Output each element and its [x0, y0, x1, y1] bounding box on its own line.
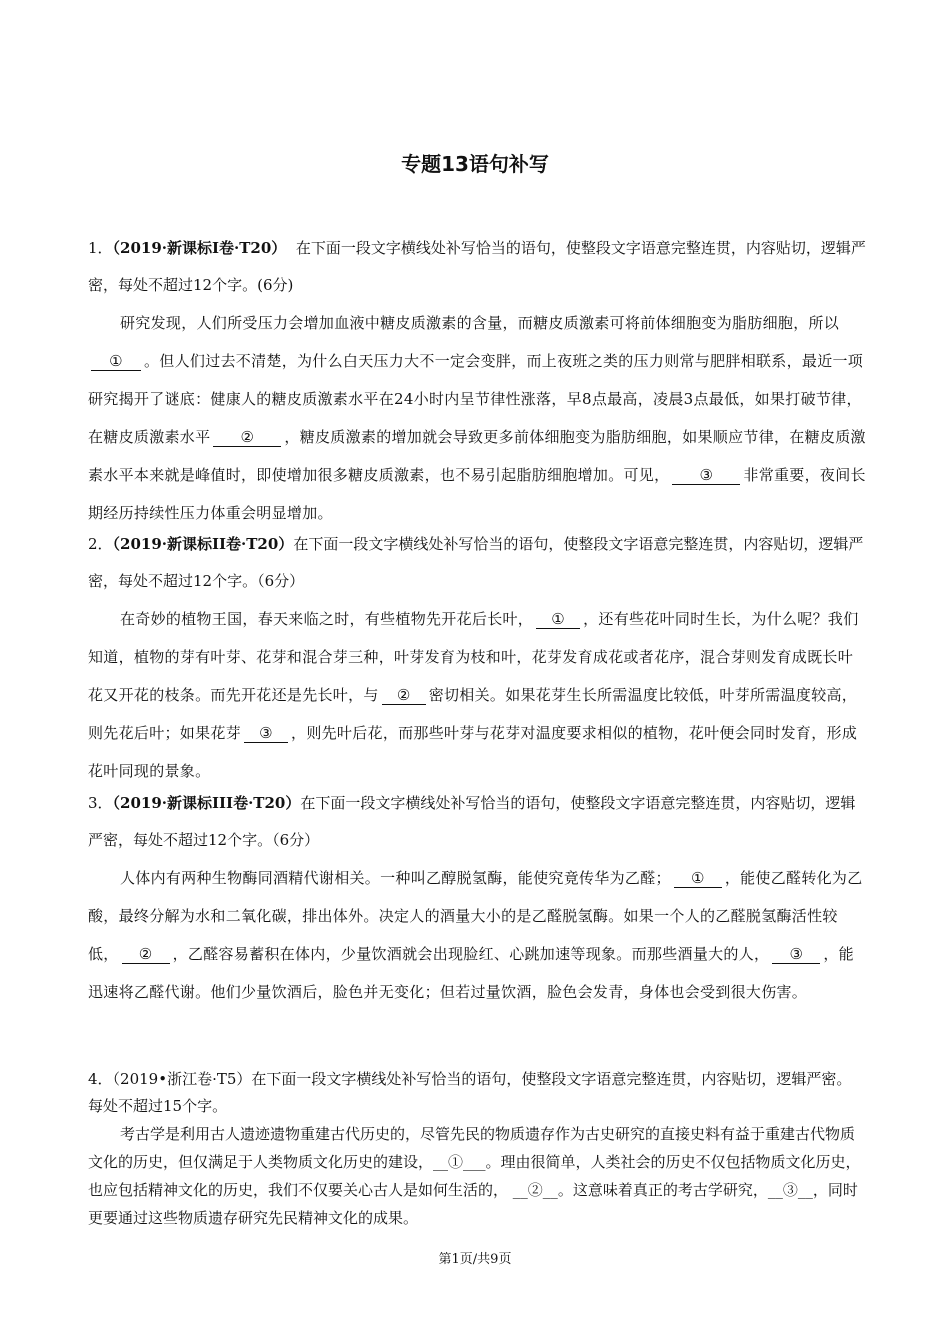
blank-3: ③: [672, 466, 740, 485]
blank-2: ②: [382, 686, 426, 705]
question-4-passage: 考古学是利用古人遗迹遗物重建古代历史的，尽管先民的物质遗存作为古史研究的直接史料有益于重建古代物质文化的历史，但仅满足于人类物质文化历史的建设，__①___。理由很简单，人类社会的历史不仅包括物质文化历史，也应包括精神文化的历史，我们不仅要关心古人是如何生活的， __②__。这意味着真正的考古学研究，__③__，同时更要通过这些物质遗存研究先民精神文化的成果。: [88, 1125, 861, 1227]
page-footer: 第1页/共9页: [438, 1252, 512, 1267]
question-4: [88, 1066, 866, 1232]
question-instruction: 在下面一段文字横线处补写恰当的语句，使整段文字语意完整连贯，内容贴切，逻辑严密，每处不超过12个字。（6分）: [88, 535, 864, 590]
page-title: 专题13语句补写: [401, 152, 549, 176]
question-number: 2．: [88, 535, 113, 553]
question-instruction: 在下面一段文字横线处补写恰当的语句，使整段文字语意完整连贯，内容贴切，逻辑严密。每处不超过15个字。: [88, 1070, 852, 1115]
question-3-prompt: [88, 785, 866, 859]
question-instruction: 在下面一段文字横线处补写恰当的语句，使整段文字语意完整连贯，内容贴切，逻辑严密，每处不超过12个字。(6分): [88, 239, 866, 294]
blank-3: __③__: [767, 1181, 813, 1199]
question-source: （2019·新课标I卷·T20）: [112, 239, 287, 257]
question-2-prompt: [88, 526, 866, 600]
question-3-passage: 人体内有两种生物酶同酒精代谢相关。一种叫乙醇脱氢酶，能使究竟传华为乙醛； ① ，能使乙醛转化为乙酸，最终分解为水和二氧化碳，排出体外。决定人的酒量大小的是乙醛脱氢酶。如果一个人的乙醛脱氢酶活性较低， ② ，乙醛容易蓄积在体内，少量饮酒就会出现脸红、心跳加速等现象。而那些酒量大的人， ③ ，能迅速将乙醛代谢。他们少量饮酒后，脸色并无变化；但若过量饮酒，脸色会发青，身体也会受到很大伤害。: [88, 869, 863, 1001]
blank-1: __①___: [433, 1153, 486, 1171]
blank-2: ②: [122, 945, 170, 964]
question-instruction: 在下面一段文字横线处补写恰当的语句，使整段文字语意完整连贯，内容贴切，逻辑严密，每处不超过12个字。（6分）: [88, 794, 856, 849]
blank-3: ③: [244, 724, 288, 743]
question-number: 3．: [88, 794, 113, 812]
question-3: [88, 785, 866, 1011]
question-source: （2019·新课标III卷·T20）: [112, 794, 301, 812]
question-1-passage: 研究发现，人们所受压力会增加血液中糖皮质激素的含量，而糖皮质激素可将前体细胞变为脂肪细胞，所以① 。但人们过去不清楚，为什么白天压力大不一定会变胖，而上夜班之类的压力则常与肥胖相联系，最近一项研究揭开了谜底：健康人的糖皮质激素水平在24小时内呈节律性涨落，早8点最高，凌晨3点最低，如果打破节律，在糖皮质激素水平 ② ，糖皮质激素的增加就会导致更多前体细胞变为脂肪细胞，如果顺应节律，在糖皮质激素水平本来就是峰值时，即使增加很多糖皮质激素，也不易引起脂肪细胞增加。可见， ③ 非常重要，夜间长期经历持续性压力体重会明显增加。: [88, 314, 866, 522]
blank-2: __②__: [512, 1181, 558, 1199]
blank-1: ①: [536, 610, 580, 629]
question-number: 4．: [88, 1070, 113, 1088]
question-4-prompt: [88, 1066, 866, 1120]
blank-3: ③: [772, 945, 820, 964]
question-number: 1．: [88, 239, 113, 257]
blank-1: ①: [674, 869, 722, 888]
question-source: （2019·新课标II卷·T20）: [112, 535, 294, 553]
question-source: （2019•浙江卷·T5）: [112, 1070, 252, 1088]
question-2-passage: 在奇妙的植物王国，春天来临之时，有些植物先开花后长叶， ① ，还有些花叶同时生长，为什么呢？我们知道，植物的芽有叶芽、花芽和混合芽三种，叶芽发育为枝和叶，花芽发育成花或者花序，混合芽则发育成既长叶花又开花的枝条。而先开花还是先长叶，与 ② 密切相关。如果花芽生长所需温度比较低，叶芽所需温度较高，则先花后叶；如果花芽 ③ ，则先叶后花，而那些叶芽与花芽对温度要求相似的植物，花叶便会同时发育，形成花叶同现的景象。: [88, 610, 859, 780]
blank-2: ②: [213, 428, 281, 447]
question-1-prompt: [88, 230, 866, 304]
question-1: [88, 230, 866, 532]
question-2: [88, 526, 866, 790]
blank-1: ①: [91, 352, 141, 371]
